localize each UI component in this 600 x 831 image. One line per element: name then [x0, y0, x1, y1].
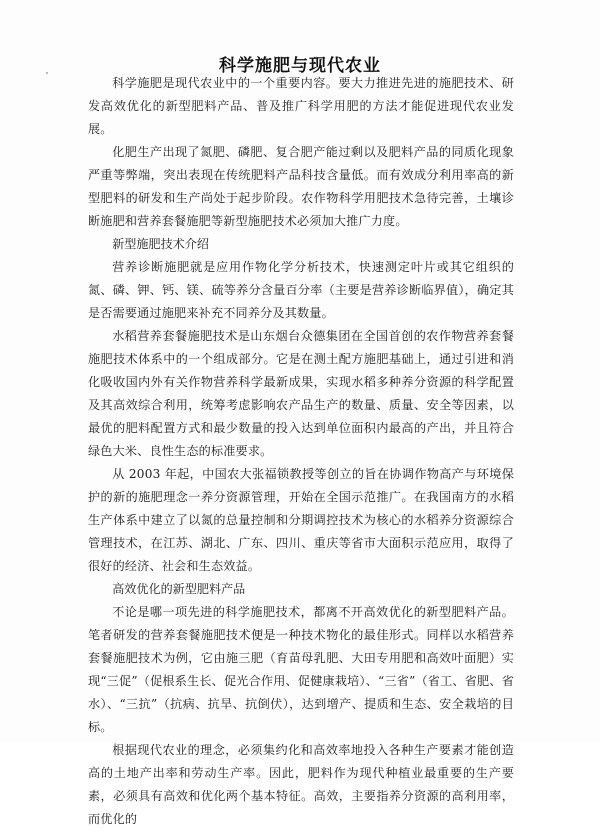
paragraph-fertilizer-industry: 化肥生产出现了氮肥、磷肥、复合肥产能过剩以及肥料产品的同质化现象严重等弊端，突出表现在传统肥料产品科技含量低。而有效成分利用率高的新型肥料的研发和生产尚处于起步阶段。农作物科学用肥技术急待完善，土壤诊断施肥和营养套餐施肥等新型施肥技术必须加大推广力度。 — [88, 145, 514, 228]
paragraph-modern-agriculture: 根据现代农业的理念，必须集约化和高效率地投入各种生产要素才能创造高的土地产出率和劳动生产率。因此，肥料作为现代种植业最重要的生产要素，必须具有高效和优化两个基本特征。高效，主要指养分资源的高利用率，而优化的 — [88, 743, 514, 826]
paragraph-nutrient-management: 从 2003 年起，中国农大张福锁教授等创立的旨在协调作物高产与环境保护的新的施肥理念一养分资源管理，开始在全国示范推广。在我国南方的水稻生产体系中建立了以氮的总量控制和分期调控技术为核心的水稻养分资源综合管理技术，在江苏、湖北、广东、四川、重庆等省市大面积示范应用，取得了很好的经济、社会和生态效益。 — [88, 467, 514, 573]
document-title: 科学施肥与现代农业 — [219, 56, 381, 77]
paragraph-intro: 科学施肥是现代农业中的一个重要内容。要大力推进先进的施肥技术、研发高效优化的新型肥料产品、普及推广科学用肥的方法才能促进现代农业发展。 — [88, 76, 514, 136]
paragraph-rice-package: 水稻营养套餐施肥技术是山东烟台众德集团在全国首创的农作物营养套餐施肥技术体系中的一个组成部分。它是在测土配方施肥基础上，通过引进和消化吸收国内外有关作物营养科学最新成果，实现水稻多种养分资源的科学配置及其高效综合利用，统筹考虑影响农产品生产的数量、质量、安全等因素，以最优的肥料配置方式和最少数量的投入达到单位面积内最高的产出，并且符合绿色大米、良性生态的标准要求。 — [88, 329, 514, 458]
document-body — [88, 72, 514, 831]
paragraph-new-products: 不论是哪一项先进的科学施肥技术，都离不开高效优化的新型肥料产品。笔者研发的营养套餐施肥技术便是一种技术物化的最佳形式。同样以水稻营养套餐施肥技术为例，它由施三肥（育苗母乳肥、大田专用肥和高效叶面肥）实现“三促”（促根系生长、促光合作用、促健康栽培）、“三省”（省工、省肥、省水）、“三抗”（抗病、抗旱、抗倒伏），达到增产、提质和生态、安全栽培的目标。 — [88, 605, 514, 734]
section-heading-new-products: 高效优化的新型肥料产品 — [112, 582, 246, 596]
paragraph-nutrition-diagnosis: 营养诊断施肥就是应用作物化学分析技术，快速测定叶片或其它组织的氮、磷、钾、钙、镁、硫等养分含量百分率（主要是营养诊断临界值），确定其是否需要通过施肥来补充不同养分及其数量。 — [88, 260, 514, 320]
section-heading-new-techniques: 新型施肥技术介绍 — [112, 237, 209, 251]
